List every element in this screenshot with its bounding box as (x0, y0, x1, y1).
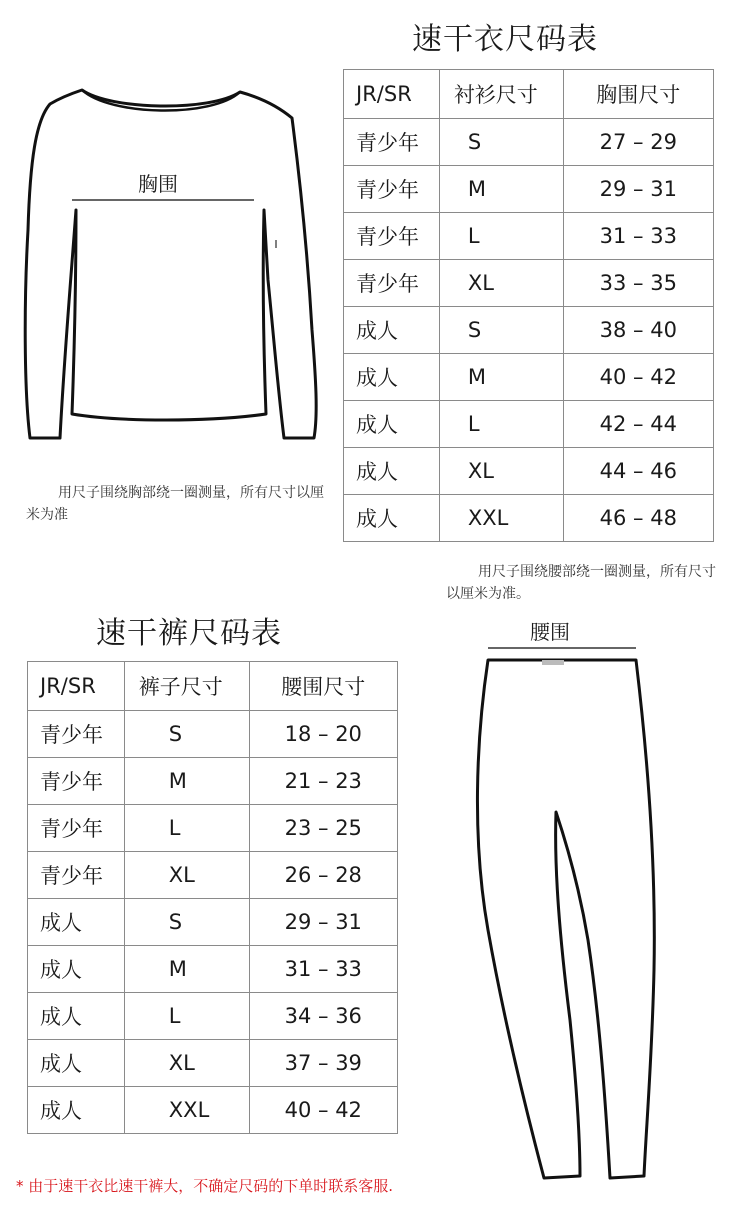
measure-cell: 21 – 23 (249, 758, 397, 805)
size-cell: XL (439, 260, 563, 307)
age-group-cell: 成人 (28, 1040, 125, 1087)
table-row (344, 166, 714, 213)
size-cell: L (124, 993, 249, 1040)
pants-size-chart-title: 速干裤尺码表 (96, 616, 282, 651)
waistband-tag (542, 660, 564, 665)
table-row (28, 899, 398, 946)
pants-illustration (450, 640, 670, 1200)
size-cell: XXL (124, 1087, 249, 1134)
age-group-cell: 成人 (344, 401, 440, 448)
table-row (344, 495, 714, 542)
age-group-cell: 青少年 (344, 119, 440, 166)
table-row (28, 758, 398, 805)
table-row (28, 805, 398, 852)
measure-cell: 18 – 20 (249, 711, 397, 758)
size-cell: L (439, 401, 563, 448)
age-group-cell: 成人 (28, 899, 125, 946)
table-row (344, 401, 714, 448)
waist-label: 腰围 (530, 620, 570, 644)
header-waist-size: 腰围尺寸 (249, 662, 397, 711)
size-cell: S (124, 711, 249, 758)
size-cell: M (124, 946, 249, 993)
age-group-cell: 青少年 (28, 852, 125, 899)
table-row (28, 1040, 398, 1087)
age-group-cell: 成人 (344, 354, 440, 401)
measure-cell: 33 – 35 (563, 260, 713, 307)
header-shirt-size: 衬衫尺寸 (439, 70, 563, 119)
measure-cell: 46 – 48 (563, 495, 713, 542)
table-header-row (28, 662, 398, 711)
table-row (344, 448, 714, 495)
table-row (344, 307, 714, 354)
pants-size-table (27, 661, 398, 1134)
measure-cell: 23 – 25 (249, 805, 397, 852)
age-group-cell: 成人 (344, 307, 440, 354)
measure-cell: 29 – 31 (563, 166, 713, 213)
age-group-cell: 青少年 (28, 805, 125, 852)
size-cell: M (124, 758, 249, 805)
measure-cell: 42 – 44 (563, 401, 713, 448)
size-cell: XL (124, 1040, 249, 1087)
measure-cell: 37 – 39 (249, 1040, 397, 1087)
table-row (344, 260, 714, 307)
size-cell: S (124, 899, 249, 946)
measure-cell: 34 – 36 (249, 993, 397, 1040)
size-cell: XXL (439, 495, 563, 542)
header-chest-size: 胸围尺寸 (563, 70, 713, 119)
table-row (28, 1087, 398, 1134)
table-row (28, 711, 398, 758)
table-row (28, 852, 398, 899)
size-cell: S (439, 307, 563, 354)
age-group-cell: 成人 (344, 495, 440, 542)
size-cell: L (439, 213, 563, 260)
size-cell: L (124, 805, 249, 852)
shirt-size-table (343, 69, 714, 542)
pants-measure-note: 用尺子围绕腰部绕一圈测量，所有尺寸以厘米为准。 (446, 564, 716, 602)
table-row (28, 993, 398, 1040)
table-row (344, 119, 714, 166)
age-group-cell: 成人 (28, 993, 125, 1040)
age-group-cell: 青少年 (28, 711, 125, 758)
table-header-row (344, 70, 714, 119)
measure-cell: 40 – 42 (249, 1087, 397, 1134)
measure-cell: 27 – 29 (563, 119, 713, 166)
header-jr-sr: JR/SR (28, 662, 125, 711)
footer-note: * 由于速干衣比速干裤大，不确定尺码的下单时联系客服. (16, 1177, 394, 1195)
table-row (344, 213, 714, 260)
measure-cell: 38 – 40 (563, 307, 713, 354)
measure-cell: 29 – 31 (249, 899, 397, 946)
header-jr-sr: JR/SR (344, 70, 440, 119)
shirt-size-chart-title: 速干衣尺码表 (412, 22, 598, 57)
age-group-cell: 成人 (28, 1087, 125, 1134)
size-cell: XL (439, 448, 563, 495)
age-group-cell: 青少年 (344, 260, 440, 307)
measure-cell: 31 – 33 (563, 213, 713, 260)
header-pants-size: 裤子尺寸 (124, 662, 249, 711)
age-group-cell: 青少年 (344, 213, 440, 260)
measure-cell: 26 – 28 (249, 852, 397, 899)
shirt-illustration (0, 60, 340, 460)
measure-cell: 40 – 42 (563, 354, 713, 401)
size-cell: XL (124, 852, 249, 899)
age-group-cell: 成人 (344, 448, 440, 495)
age-group-cell: 青少年 (28, 758, 125, 805)
age-group-cell: 成人 (28, 946, 125, 993)
size-cell: S (439, 119, 563, 166)
shirt-measure-note: 用尺子围绕胸部绕一圈测量，所有尺寸以厘米为准 (26, 485, 324, 523)
table-row (344, 354, 714, 401)
measure-cell: 31 – 33 (249, 946, 397, 993)
size-cell: M (439, 166, 563, 213)
measure-cell: 44 – 46 (563, 448, 713, 495)
table-row (28, 946, 398, 993)
size-cell: M (439, 354, 563, 401)
age-group-cell: 青少年 (344, 166, 440, 213)
chest-label: 胸围 (138, 172, 178, 196)
